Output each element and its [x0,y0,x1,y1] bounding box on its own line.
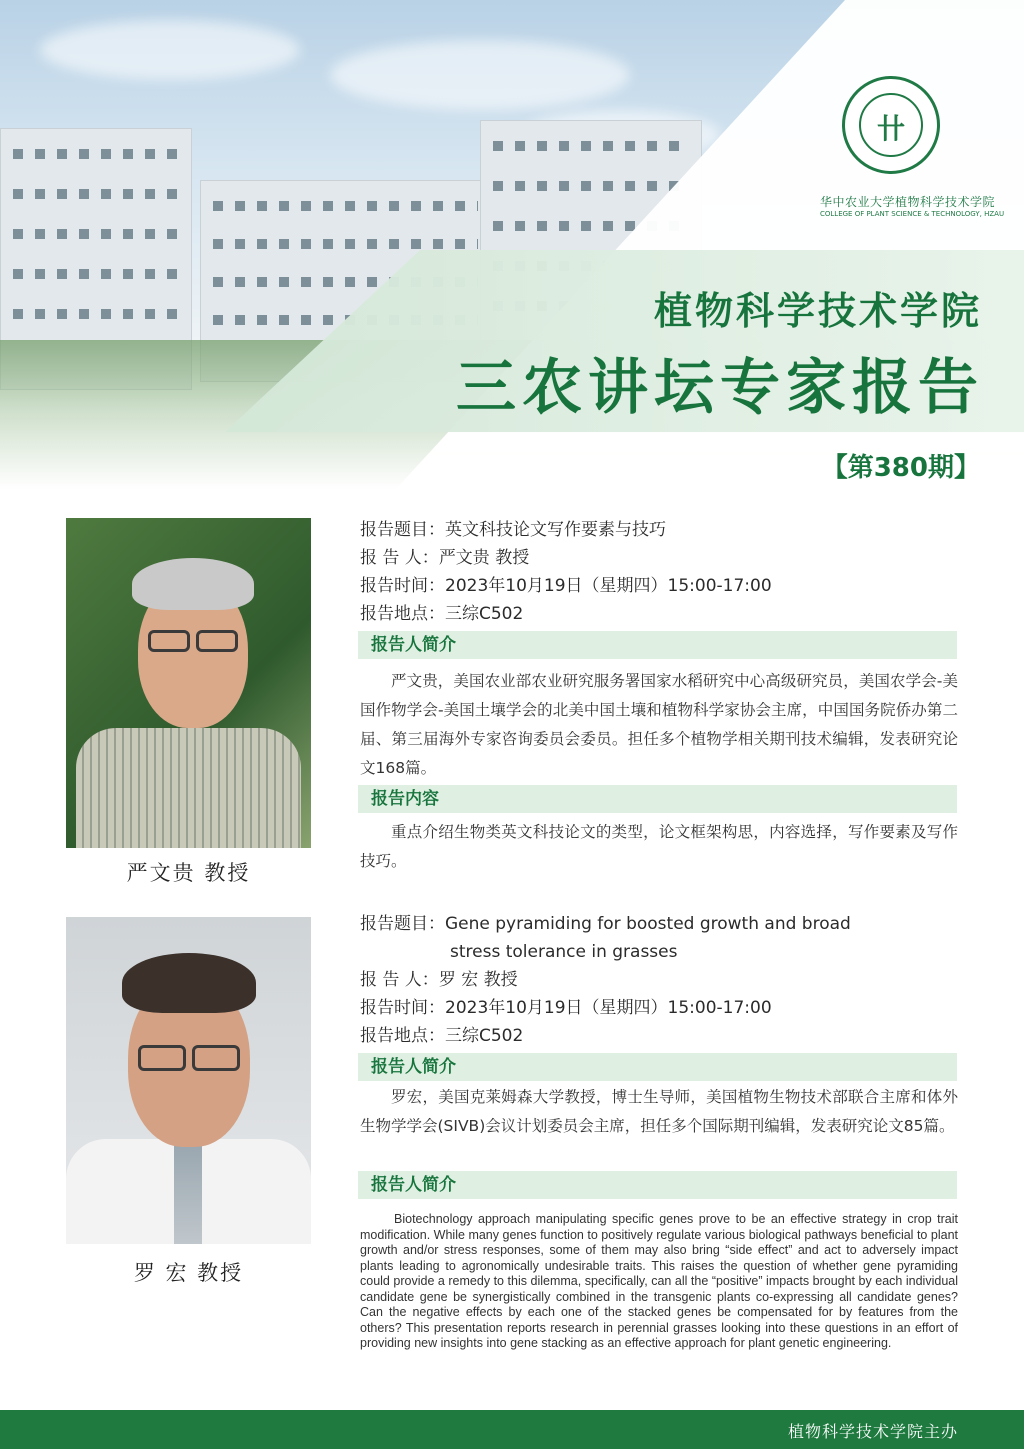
issue-number: 【第380期】 [821,453,980,483]
place-row [360,600,772,628]
glasses [196,630,238,652]
speaker-value: 罗 宏 教授 [438,970,518,990]
tie [174,1145,202,1244]
place-label: 报告地点： [360,1026,445,1046]
speaker1-content-text: 重点介绍生物类英文科技论文的类型，论文框架构思，内容选择，写作要素及写作技巧。 [360,823,958,870]
speaker2-caption: 罗 宏 教授 [133,1261,244,1285]
place-value: 三综C502 [445,604,524,624]
organizer-text: 植物科学技术学院主办 [787,1422,958,1441]
speaker-row [360,544,772,572]
topic-value-line2: stress tolerance in grasses [450,942,678,962]
cloud [40,20,300,80]
glasses [138,1045,186,1071]
topic-row [360,910,851,938]
topic-value-line1: Gene pyramiding for boosted growth and broad [445,914,851,934]
glasses [192,1045,240,1071]
speaker1-content-heading: 报告内容 [358,785,957,813]
page-title-main: 三农讲坛专家报告 [456,353,984,423]
place-value: 三综C502 [445,1026,524,1046]
hair [132,558,254,610]
logo-chinese-name: 华中农业大学植物科学技术学院 [820,195,996,209]
shirt [76,728,301,848]
hair [122,953,256,1013]
glasses [148,630,190,652]
topic-value: 英文科技论文写作要素与技巧 [445,520,666,540]
speaker2-content-text: Biotechnology approach manipulating specific genes prove to be an effective strategy in crop trait modification. While many genes function to positively regulate various biological pathways beneficial to plant growth and/or stress responses, some of them may also bring “side effect” and act to adversely impact plants leading to agronomically undesirable traits. This raises the question of whether gene pyramiding could provide a remedy to this dilemma, specifically, can all the “positive” impacts brought by each individual candidate gene be synergistically combined in the transgenic plants co-expressing all candidate genes? Can the negative effects by each one of the stacked genes be compensated for by features from the others? This presentation reports research in perennial grasses looking into these questions in an effort of providing new insights into gene stacking as an effective approach for plant genetic engineering. [360,1212,958,1350]
topic-label: 报告题目： [360,914,445,934]
speaker-row [360,966,851,994]
topic-label: 报告题目： [360,520,445,540]
footer-bar [0,1410,1024,1449]
logo-emblem-icon: 卄 [859,93,923,157]
speaker2-bio-heading: 报告人简介 [358,1053,957,1081]
cloud [330,40,630,110]
time-value: 2023年10月19日（星期四）15:00-17:00 [445,998,772,1018]
place-row [360,1022,851,1050]
speaker2-content-heading: 报告人简介 [358,1171,957,1199]
time-value: 2023年10月19日（星期四）15:00-17:00 [445,576,772,596]
header-banner [0,0,1024,490]
speaker1-photo [66,518,311,848]
time-label: 报告时间： [360,576,445,596]
time-row [360,572,772,600]
time-label: 报告时间： [360,998,445,1018]
time-row [360,994,851,1022]
speaker-value: 严文贵 教授 [438,548,530,568]
speaker-label: 报 告 人： [360,548,439,568]
speaker2-photo [66,917,311,1244]
speaker1-bio-text: 严文贵，美国农业部农业研究服务署国家水稻研究中心高级研究员，美国农学会-美国作物学会-美国土壤学会的北美中国土壤和植物科学家协会主席，中国国务院侨办第二届、第三届海外专家咨询委员会委员。担任多个植物学相关期刊技术编辑，发表研究论文168篇。 [360,672,958,777]
speaker1-info [360,516,772,628]
topic-row [360,516,772,544]
college-logo [842,76,940,174]
speaker2-info [360,910,851,1050]
logo-english-name: COLLEGE OF PLANT SCIENCE & TECHNOLOGY, HZAU [820,210,1005,218]
page-title-college: 植物科学技术学院 [653,289,982,333]
speaker1-caption: 严文贵 教授 [126,861,251,885]
speaker1-bio-heading: 报告人简介 [358,631,957,659]
speaker-label: 报 告 人： [360,970,439,990]
place-label: 报告地点： [360,604,445,624]
speaker2-bio-text: 罗宏，美国克莱姆森大学教授，博士生导师，美国植物生物技术部联合主席和体外生物学学会(SIVB)会议计划委员会主席，担任多个国际期刊编辑，发表研究论文85篇。 [360,1088,958,1135]
